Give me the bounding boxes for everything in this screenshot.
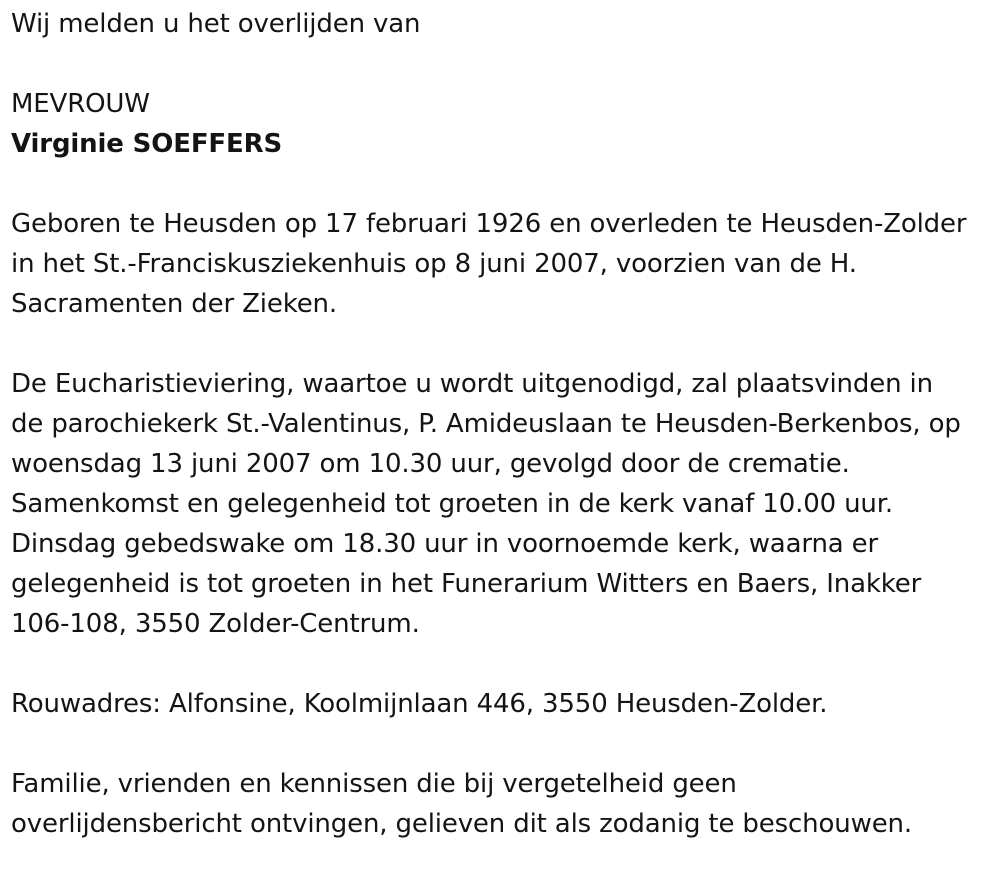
spacer xyxy=(11,644,1000,684)
paragraph-line: Samenkomst en gelegenheid tot groeten in de kerk vanaf 10.00 uur. xyxy=(11,489,894,519)
paragraph-line: De Eucharistieviering, waartoe u wordt uitgenodigd, zal plaatsvinden in xyxy=(11,369,933,399)
birth-death-paragraph xyxy=(11,204,1000,324)
ceremony-paragraph xyxy=(11,364,1000,644)
spacer xyxy=(11,724,1000,764)
spacer xyxy=(11,164,1000,204)
paragraph-line: woensdag 13 juni 2007 om 10.30 uur, gevolgd door de crematie. xyxy=(11,449,850,479)
spacer xyxy=(11,324,1000,364)
salutation: MEVROUW xyxy=(11,89,150,119)
paragraph-line: Dinsdag gebedswake om 18.30 uur in voornoemde kerk, waarna er xyxy=(11,529,879,559)
closing-paragraph xyxy=(11,764,1000,844)
spacer xyxy=(11,44,1000,84)
paragraph-line: Sacramenten der Zieken. xyxy=(11,289,337,319)
paragraph-line: Geboren te Heusden op 17 februari 1926 en overleden te Heusden-Zolder xyxy=(11,209,967,239)
paragraph-line: gelegenheid is tot groeten in het Funerarium Witters en Baers, Inakker xyxy=(11,569,922,599)
paragraph-line: in het St.-Franciskusziekenhuis op 8 juni 2007, voorzien van de H. xyxy=(11,249,857,279)
paragraph-line: 106-108, 3550 Zolder-Centrum. xyxy=(11,609,420,639)
paragraph-line: Familie, vrienden en kennissen die bij vergetelheid geen xyxy=(11,769,737,799)
paragraph-line: overlijdensbericht ontvingen, gelieven dit als zodanig te beschouwen. xyxy=(11,809,912,839)
deceased-name: Virginie SOEFFERS xyxy=(11,129,283,159)
intro-text: Wij melden u het overlijden van xyxy=(11,9,421,39)
mourning-address: Rouwadres: Alfonsine, Koolmijnlaan 446, 3550 Heusden-Zolder. xyxy=(11,689,828,719)
paragraph-line: de parochiekerk St.-Valentinus, P. Amideuslaan te Heusden-Berkenbos, op xyxy=(11,409,961,439)
